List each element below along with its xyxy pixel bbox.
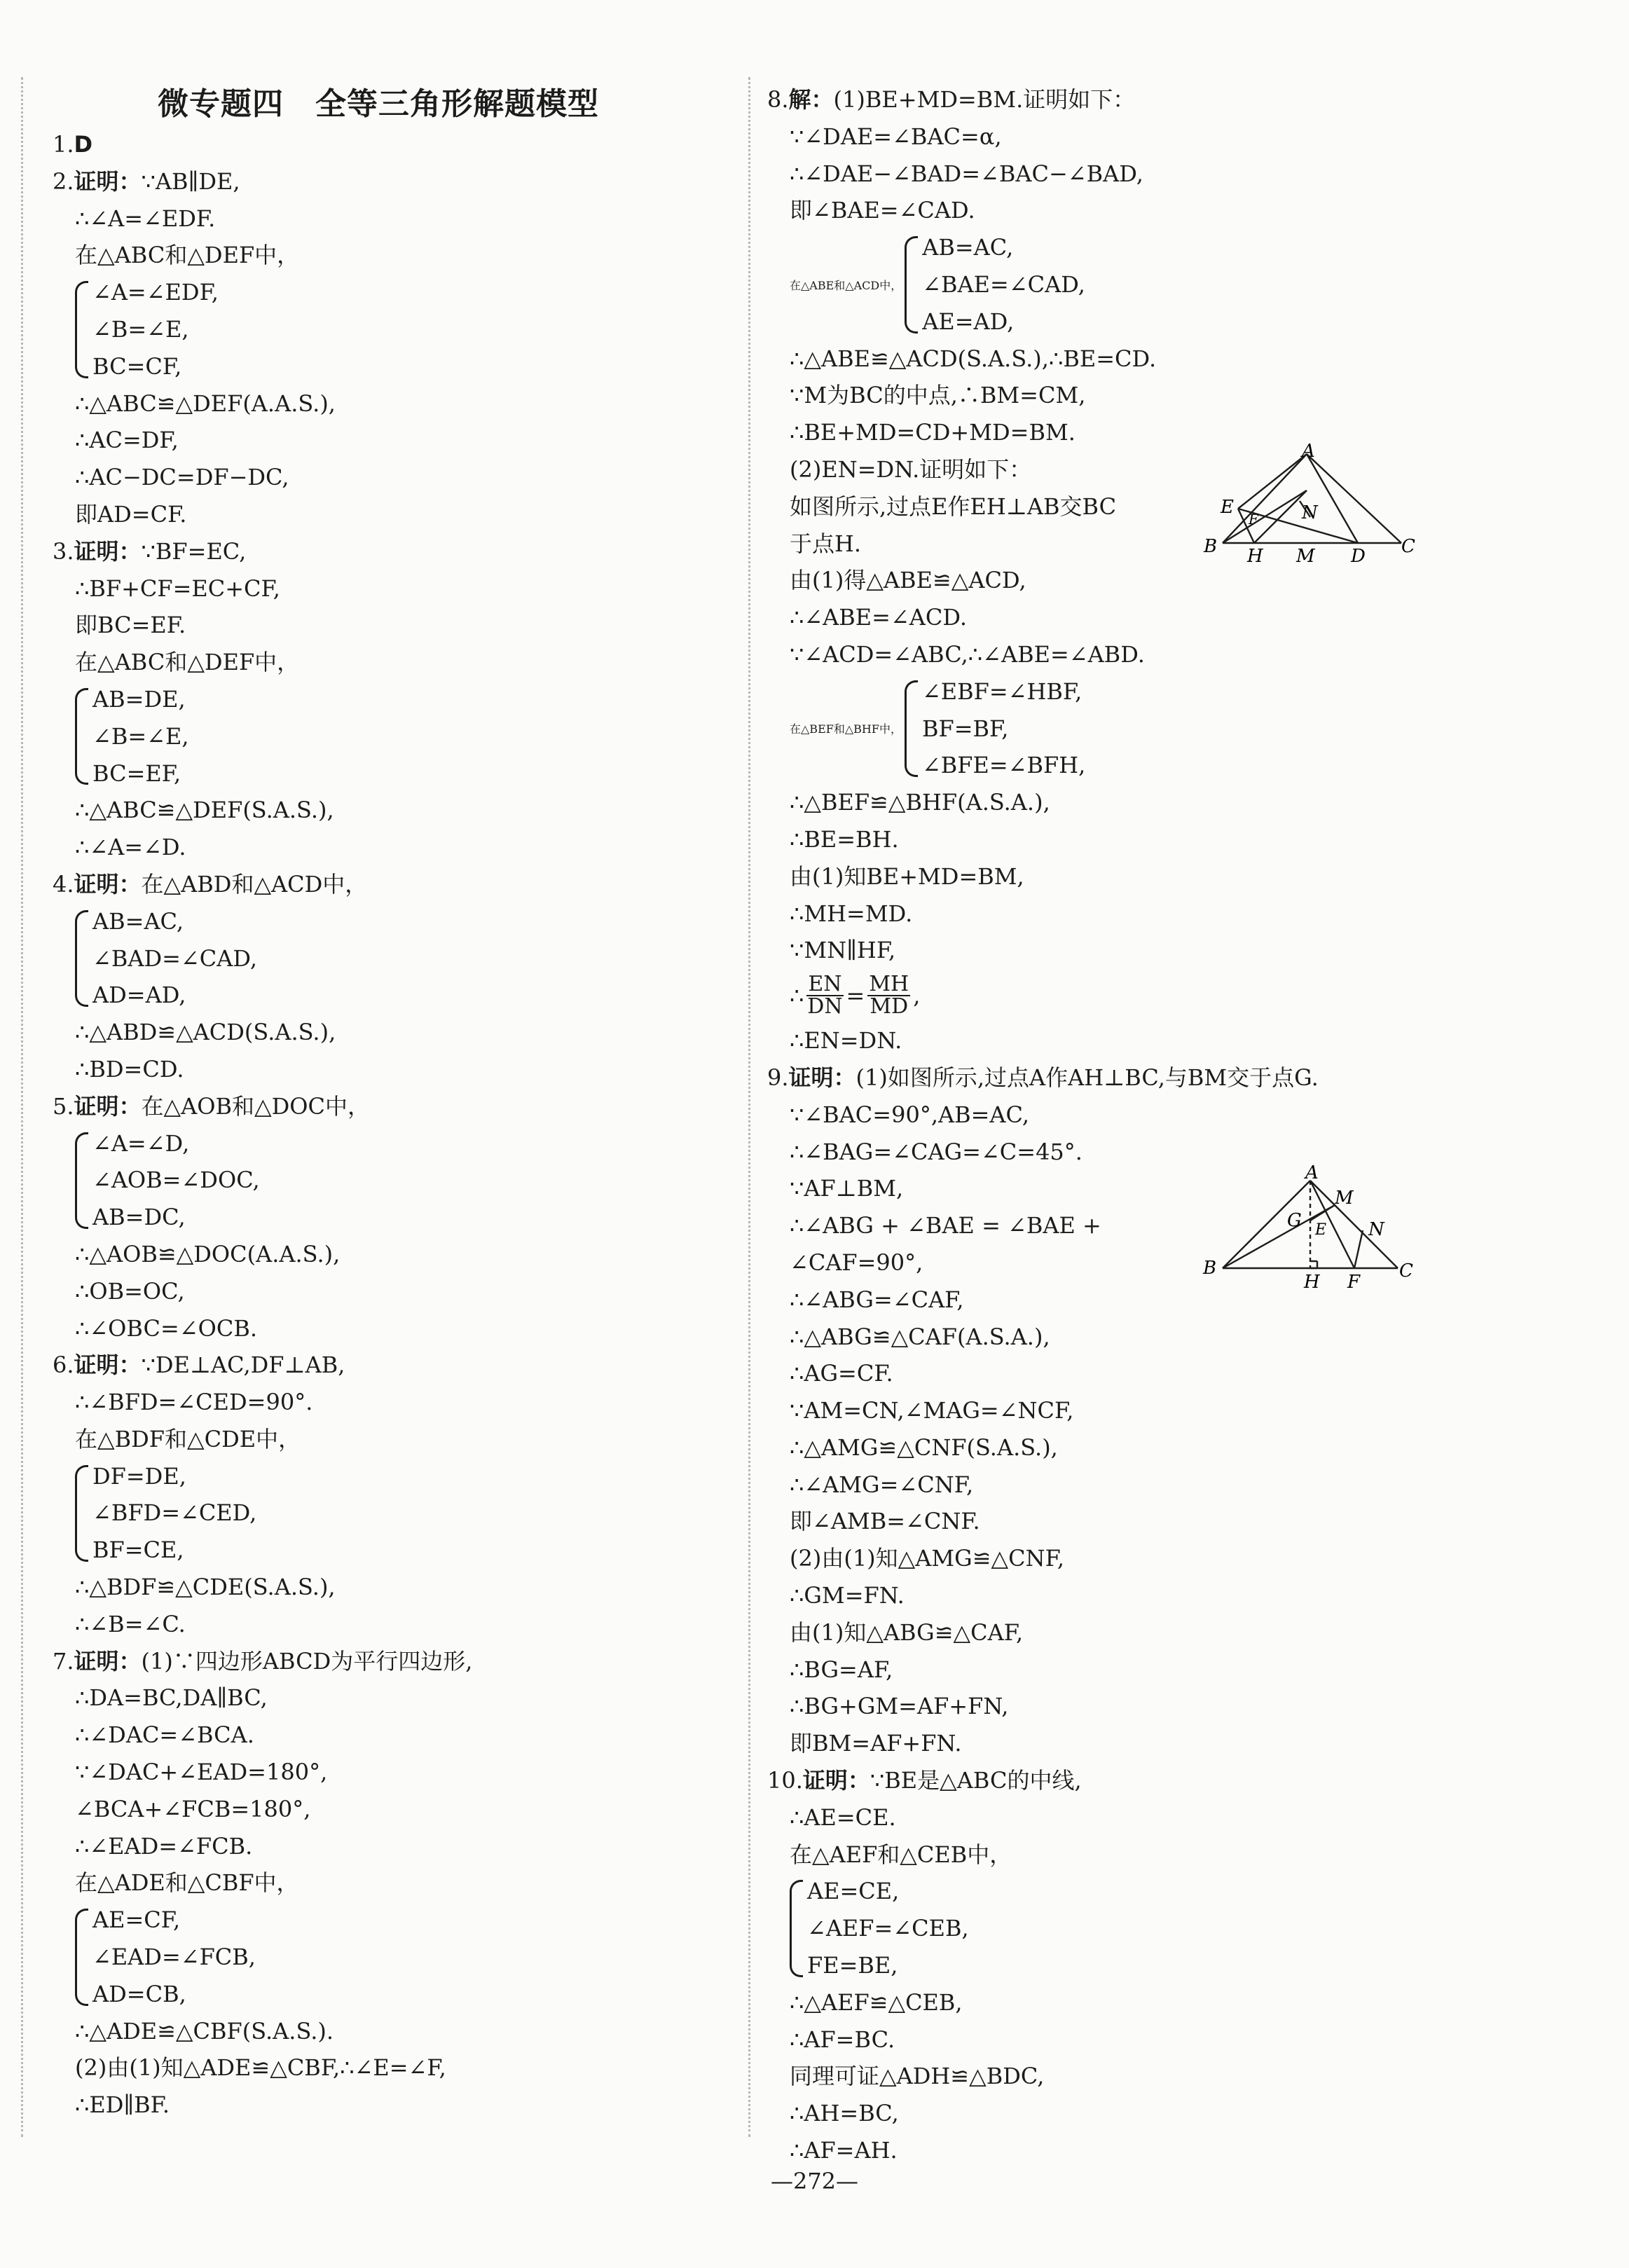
figure-label: C <box>1401 536 1415 557</box>
brace-item: ∠BFE=∠BFH, <box>921 752 1086 779</box>
brace-item: ∠A=∠EDF, <box>92 279 219 306</box>
q8-line: ∵MN∥HF, <box>790 937 896 964</box>
right-column <box>767 81 1468 2169</box>
figure-label: H <box>1304 1272 1320 1293</box>
q7-line: ∴ED∥BF. <box>75 2091 170 2119</box>
q7-line: (2)由(1)知△ADE≌△CBF,∴∠E=∠F, <box>75 2054 446 2082</box>
brace-item: ∠B=∠E, <box>92 315 189 343</box>
brace-icon <box>75 1132 88 1229</box>
q5-brace-system <box>53 1125 736 1236</box>
q8-line: ∵∠DAE=∠BAC=α, <box>790 123 1002 150</box>
q8-line: ∴∠ABE=∠ACD. <box>790 604 968 631</box>
q7-line: ∴∠DAC=∠BCA. <box>75 1721 254 1749</box>
q3-brace-system <box>53 681 736 792</box>
figure-label: N <box>1302 502 1318 523</box>
page-title: 微专题四 全等三角形解题模型 <box>158 86 599 122</box>
q6-line: 在△BDF和△CDE中， <box>75 1425 301 1452</box>
q5-line: ∴∠OBC=∠OCB. <box>75 1314 258 1342</box>
q9-line: ∴AG=CF. <box>790 1360 893 1387</box>
q7-line: ∴△ADE≌△CBF(S.A.S.). <box>75 2017 334 2044</box>
q2-line: ∴∠A=∠EDF. <box>75 205 216 232</box>
figure-label: N <box>1368 1219 1384 1240</box>
q8-triangle-figure <box>1198 441 1415 568</box>
q3-line: ∴△ABC≌△DEF(S.A.S.), <box>75 797 334 824</box>
q3-line: ∴∠A=∠D. <box>75 834 186 861</box>
left-column <box>53 126 736 2124</box>
q7-brace-system <box>53 1902 736 2012</box>
q2-line: ∴△ABC≌△DEF(A.A.S.), <box>75 390 336 417</box>
brace-item: AE=CE, <box>807 1878 900 1905</box>
brace-item: AE=CF, <box>92 1906 181 1934</box>
q9-line: ∵AF⊥BM, <box>790 1175 904 1202</box>
q8-line: ∵∠ACD=∠ABC,∴∠ABE=∠ABD. <box>790 640 1145 668</box>
figure-label: E <box>1221 497 1234 518</box>
q9-line: ∴BG=AF, <box>790 1656 893 1683</box>
q10-line: ∴AE=CE. <box>790 1803 896 1831</box>
q9-line: ∴∠ABG + ∠BAE = ∠BAE + <box>790 1212 1101 1239</box>
q9-line: ∵AM=CN,∠MAG=∠NCF, <box>790 1397 1074 1424</box>
brace-item: FE=BE, <box>807 1952 898 1979</box>
q3-line: 即BC=EF. <box>75 612 186 639</box>
figure-label: M <box>1296 546 1315 567</box>
brace-item: AE=AD, <box>922 308 1015 335</box>
fraction: $\frac{MH}{MD}$ <box>869 972 909 1019</box>
q8-line: ∴EN=DN. <box>790 1027 902 1054</box>
q1-answer: 1.D <box>53 131 93 158</box>
brace-item: AB=DC, <box>92 1204 186 1231</box>
q8-line: (2)EN=DN.证明如下： <box>790 455 1032 483</box>
q6-brace-system <box>53 1458 736 1569</box>
q7-line: ∴DA=BC,DA∥BC, <box>75 1684 268 1712</box>
q9-line: ∵∠BAC=90°,AB=AC, <box>790 1101 1030 1128</box>
q9-line: ∴BG+GM=AF+FN, <box>790 1693 1009 1720</box>
figure-label: E <box>1315 1221 1327 1239</box>
q3-header: 3.证明：∵BF=EC, <box>53 537 247 565</box>
q3-line: 在△ABC和△DEF中， <box>75 649 300 676</box>
brace-item: BC=CF, <box>92 352 182 380</box>
q9-line: (2)由(1)知△AMG≌△CNF, <box>790 1545 1065 1572</box>
brace-item: AB=AC, <box>92 907 184 935</box>
brace-item: BF=CE, <box>92 1537 184 1564</box>
figure-label: A <box>1305 1163 1319 1183</box>
q8-line: ∴BE+MD=CD+MD=BM. <box>790 419 1075 446</box>
q8-line: 即∠BAE=∠CAD. <box>790 197 975 224</box>
q8-line: 如图所示,过点E作EH⊥AB交BC <box>790 493 1117 520</box>
q9-header: 9.证明：(1)如图所示,过点A作AH⊥BC,与BM交于点G. <box>767 1064 1319 1091</box>
q8-brace-system-2 <box>767 673 1468 784</box>
q8-line: ∴MH=MD. <box>790 900 913 927</box>
q8-fraction-line: ∴ $\frac{EN}{DN}$ = $\frac{MH}{MD}$ , <box>790 972 921 1019</box>
figure-label: F <box>1347 1272 1361 1293</box>
q10-line: 同理可证△ADH≌△BDC, <box>790 2063 1045 2090</box>
brace-item: DF=DE, <box>92 1462 186 1490</box>
q9-line: ∴∠BAG=∠CAG=∠C=45°. <box>790 1138 1082 1165</box>
q7-line: ∴∠EAD=∠FCB. <box>75 1832 253 1860</box>
figure-label: B <box>1203 1258 1217 1279</box>
q4-brace-system <box>53 903 736 1014</box>
brace-item: ∠BAE=∠CAD, <box>922 270 1085 298</box>
page-number: —272— <box>770 2168 859 2194</box>
column-divider <box>748 77 750 2137</box>
q9-line: 即∠AMB=∠CNF. <box>790 1508 980 1535</box>
q9-line: ∠CAF=90°, <box>790 1249 923 1276</box>
brace-item: ∠AEF=∠CEB, <box>807 1915 969 1942</box>
brace-item: ∠EBF=∠HBF, <box>921 678 1082 705</box>
q3-line: ∴BF+CF=EC+CF, <box>75 575 280 602</box>
brace-icon <box>905 236 918 333</box>
q8-line: ∴BE=BH. <box>790 825 899 853</box>
q8-header: 8.解：(1)BE+MD=BM.证明如下： <box>767 86 1136 113</box>
brace-item: ∠AOB=∠DOC, <box>92 1167 260 1194</box>
brace-icon <box>75 910 88 1007</box>
brace-icon <box>905 680 918 777</box>
figure-label: C <box>1399 1260 1413 1281</box>
q9-line: ∴∠AMG=∠CNF, <box>790 1471 974 1498</box>
q9-line: ∴GM=FN. <box>790 1582 905 1609</box>
brace-item: AB=AC, <box>922 234 1014 261</box>
figure-label: M <box>1335 1188 1354 1209</box>
q6-line: ∴△BDF≌△CDE(S.A.S.), <box>75 1574 336 1601</box>
q8-brace-system-1 <box>767 229 1468 340</box>
figure-label: G <box>1287 1210 1302 1231</box>
q8-line: ∴△ABE≌△ACD(S.A.S.),∴BE=CD. <box>790 345 1157 372</box>
q6-line: ∴∠BFD=∠CED=90°. <box>75 1389 313 1416</box>
brace-item: BF=BF, <box>921 715 1009 742</box>
figure-label: A <box>1302 441 1315 462</box>
brace-item: ∠B=∠E, <box>92 722 189 750</box>
q8-line: 于点H. <box>790 530 862 557</box>
q10-line: ∴△AEF≌△CEB, <box>790 1988 963 2016</box>
q4-line: ∴△ABD≌△ACD(S.A.S.), <box>75 1019 336 1046</box>
q2-line: ∴AC=DF, <box>75 427 179 454</box>
figure-label: D <box>1351 546 1366 567</box>
figure-label: B <box>1204 536 1218 557</box>
q9-line: ∴∠ABG=∠CAF, <box>790 1286 964 1313</box>
brace-label: 在△BEF和△BHF中， <box>790 722 902 736</box>
q2-brace-system <box>53 274 736 385</box>
q10-line: 在△AEF和△CEB中， <box>790 1841 1012 1868</box>
q4-line: ∴BD=CD. <box>75 1055 184 1083</box>
brace-icon <box>75 281 88 378</box>
q8-line: ∵M为BC的中点,∴BM=CM, <box>790 382 1086 409</box>
fraction: $\frac{EN}{DN}$ <box>807 972 843 1019</box>
brace-item: ∠A=∠D, <box>92 1129 190 1157</box>
brace-item: BC=EF, <box>92 760 181 787</box>
brace-item: ∠BFD=∠CED, <box>92 1499 257 1527</box>
brace-item: ∠EAD=∠FCB, <box>92 1944 256 1971</box>
q8-line: ∴∠DAE−∠BAD=∠BAC−∠BAD, <box>790 160 1143 187</box>
left-margin-rule <box>21 77 23 2137</box>
q7-header: 7.证明：(1)∵四边形ABCD为平行四边形, <box>53 1647 473 1675</box>
q7-line: ∠BCA+∠FCB=180°, <box>75 1795 311 1822</box>
q2-line: ∴AC−DC=DF−DC, <box>75 464 289 491</box>
q7-line: ∵∠DAC+∠EAD=180°, <box>75 1759 328 1786</box>
figure-label: H <box>1247 546 1263 567</box>
q5-line: ∴OB=OC, <box>75 1277 185 1305</box>
q5-header: 5.证明：在△AOB和△DOC中， <box>53 1092 371 1120</box>
brace-item: AB=DE, <box>92 685 186 713</box>
brace-item: ∠BAD=∠CAD, <box>92 944 257 972</box>
brace-item: AD=CB, <box>92 1980 186 2007</box>
q10-brace-system <box>767 1873 1468 1984</box>
brace-icon <box>75 1465 88 1562</box>
brace-icon <box>790 1880 803 1977</box>
q10-line: ∴AF=BC. <box>790 2026 895 2053</box>
q9-line: 由(1)知△ABG≌△CAF, <box>790 1618 1024 1646</box>
figure-label: F <box>1249 511 1258 528</box>
q2-line: 即AD=CF. <box>75 500 187 528</box>
q8-line: ∴△BEF≌△BHF(A.S.A.), <box>790 789 1050 816</box>
q2-line: 在△ABC和△DEF中， <box>75 242 300 269</box>
q9-line: ∴△ABG≌△CAF(A.S.A.), <box>790 1323 1050 1350</box>
q10-header: 10.证明：∵BE是△ABC的中线, <box>767 1767 1082 1794</box>
q10-line: ∴AH=BC, <box>790 2100 899 2127</box>
q9-line: 即BM=AF+FN. <box>790 1730 962 1757</box>
q10-line: ∴AF=AH. <box>790 2137 898 2164</box>
q4-header: 4.证明：在△ABD和△ACD中， <box>53 870 368 898</box>
q8-line: 由(1)知BE+MD=BM, <box>790 862 1024 890</box>
q9-triangle-figure <box>1202 1163 1419 1296</box>
q8-line: 由(1)得△ABE≌△ACD, <box>790 567 1026 594</box>
q6-header: 6.证明：∵DE⊥AC,DF⊥AB, <box>53 1352 345 1379</box>
brace-label: 在△ABE和△ACD中， <box>790 278 902 292</box>
q2-header: 2.证明：∵AB∥DE, <box>53 167 240 195</box>
q7-line: 在△ADE和△CBF中， <box>75 1869 299 1897</box>
q5-line: ∴△AOB≌△DOC(A.A.S.), <box>75 1240 341 1267</box>
brace-icon <box>75 1909 88 2005</box>
brace-item: AD=AD, <box>92 982 186 1009</box>
q9-line: ∴△AMG≌△CNF(S.A.S.), <box>790 1434 1058 1461</box>
brace-icon <box>75 688 88 785</box>
q6-line: ∴∠B=∠C. <box>75 1610 186 1637</box>
